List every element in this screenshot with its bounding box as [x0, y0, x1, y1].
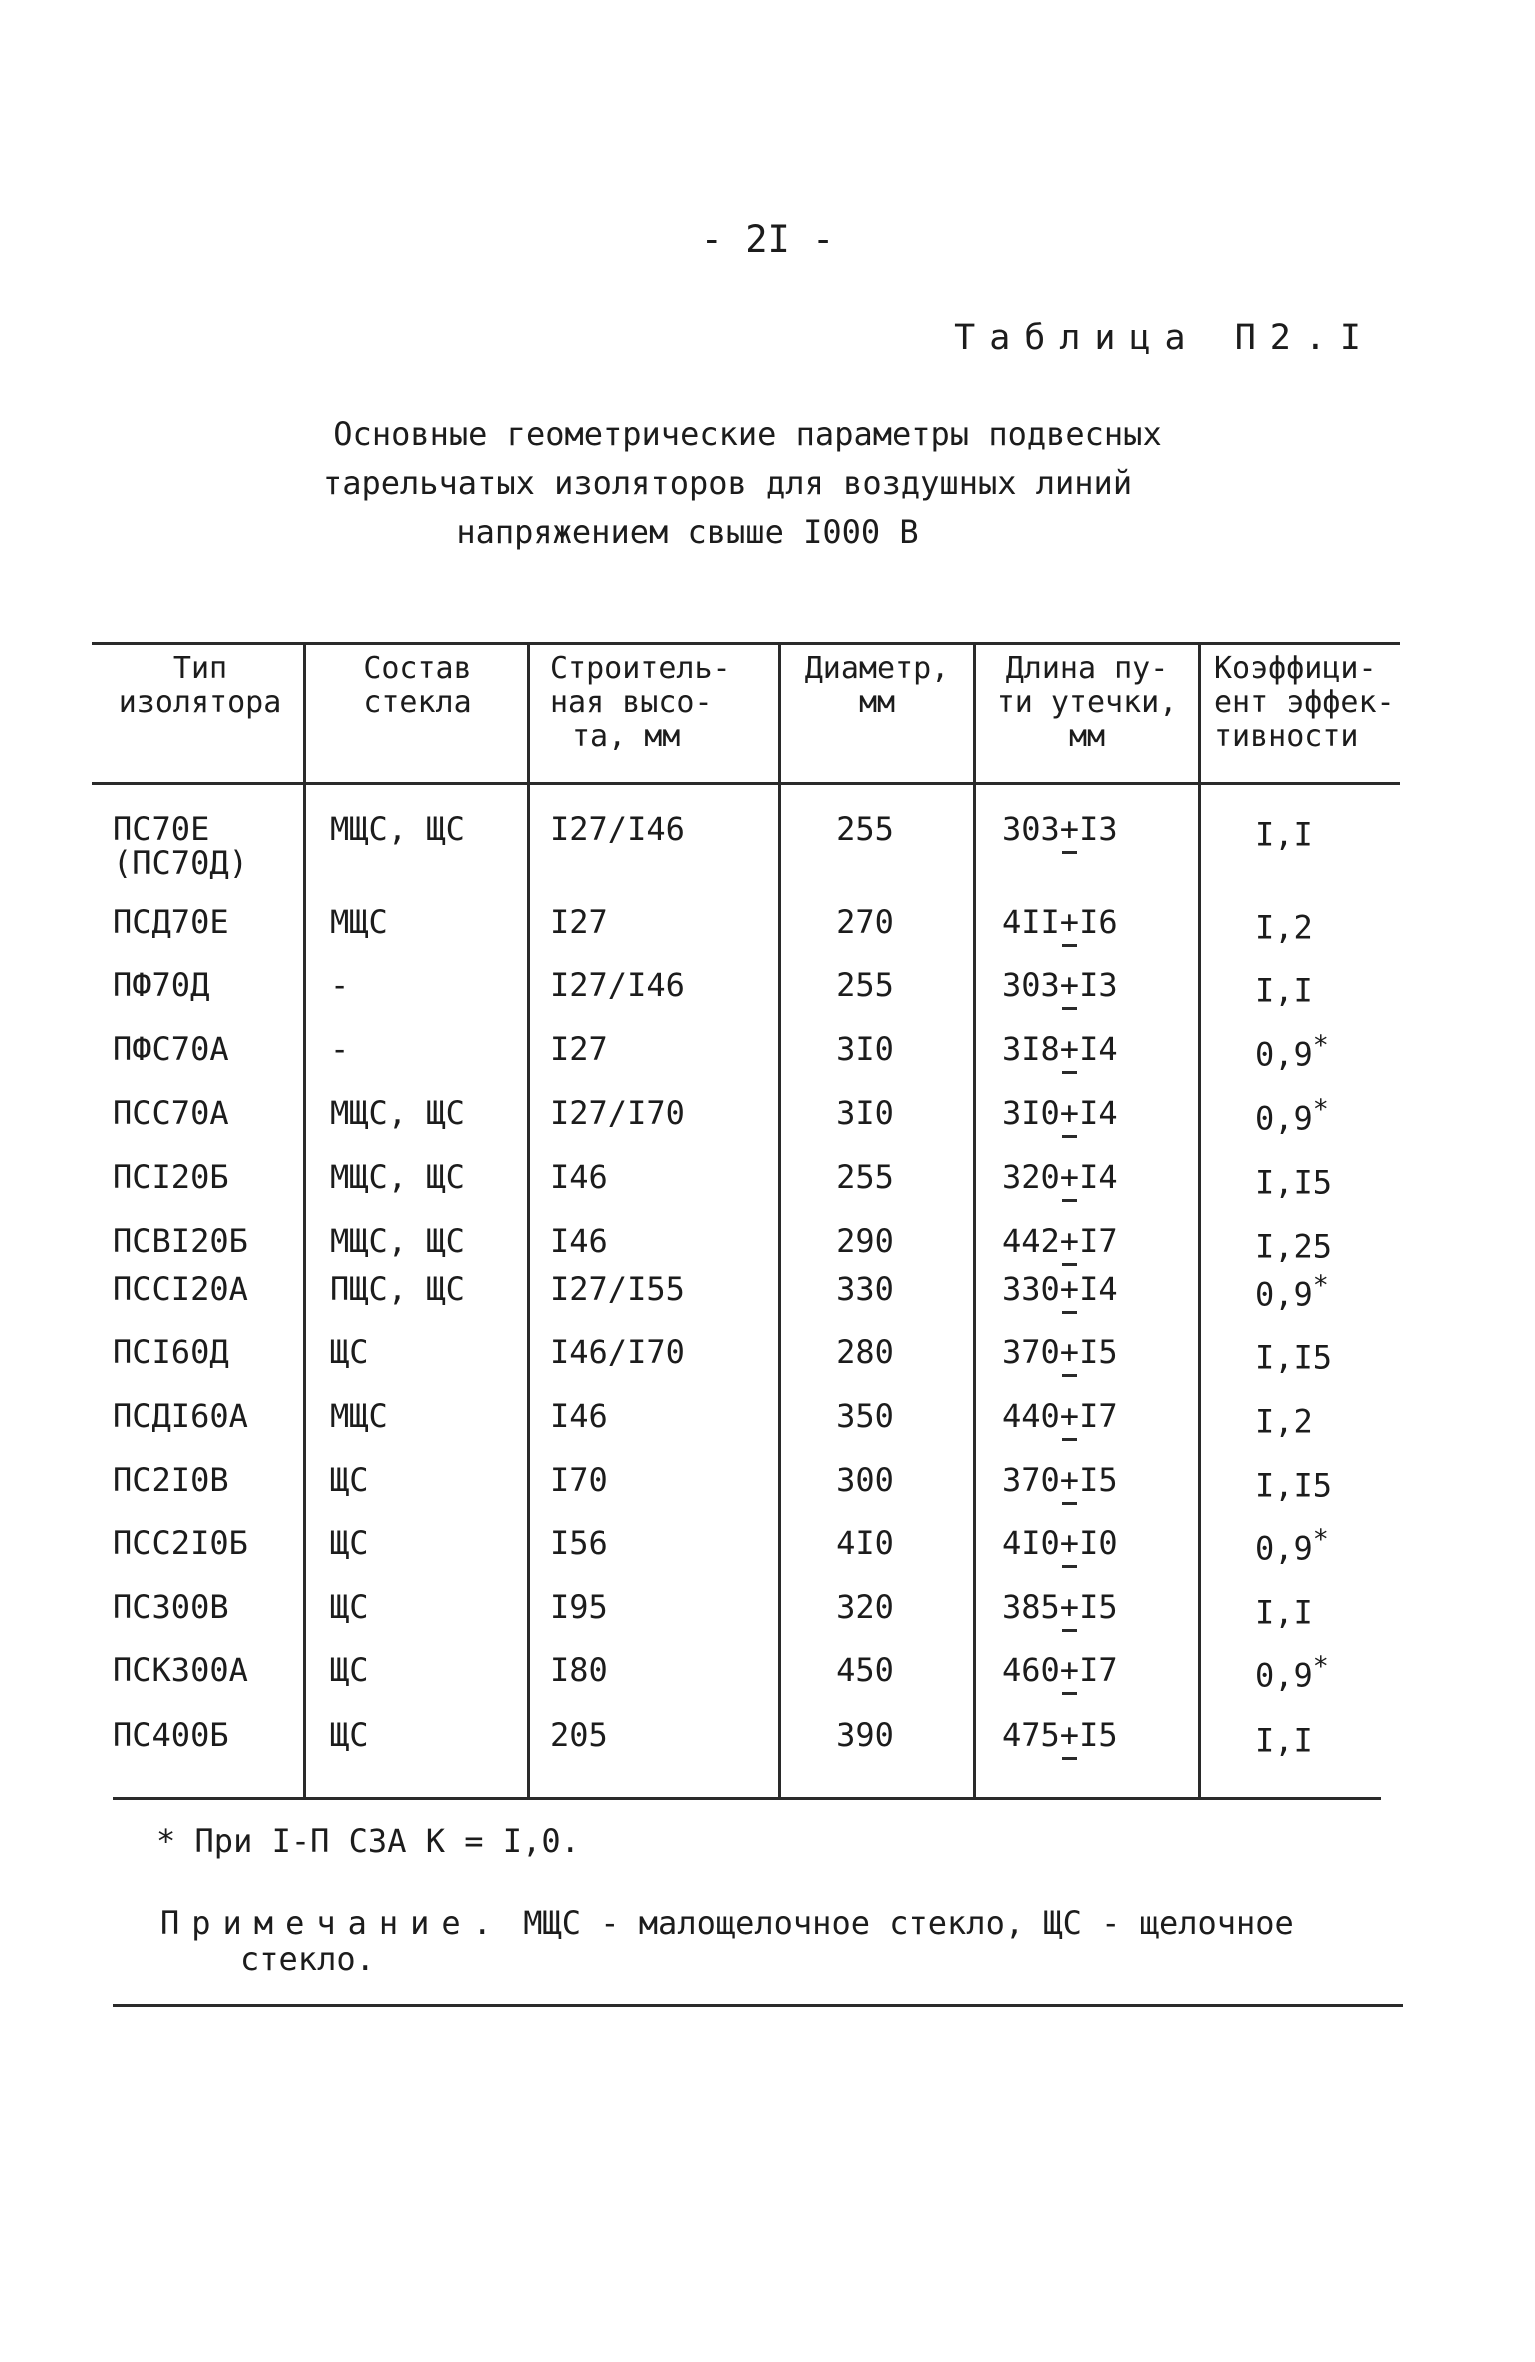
title-line: напряжением свыше I000 В: [456, 513, 919, 551]
column-divider: [1198, 642, 1201, 1798]
header-coefficient: Коэффици- ент эффек- тивности: [1214, 651, 1395, 754]
column-divider: [303, 642, 306, 1798]
note: Примечание. МЩС - малощелочное стекло, ЩС - щелочное стекло.: [160, 1904, 1294, 1978]
column-divider: [973, 642, 976, 1798]
note-rule: [113, 2004, 1403, 2007]
table-label: Таблица П2.I: [954, 318, 1375, 358]
header-glass: Состав стекла: [363, 651, 472, 720]
note-label: Примечание.: [160, 1904, 504, 1942]
header-type: Тип изолятора: [118, 651, 282, 720]
title-line: тарельчатых изоляторов для воздушных линий: [322, 464, 1133, 502]
table-top-rule: [92, 642, 1400, 645]
title-line: Основные геометрические параметры подвесных: [333, 415, 1162, 453]
header-diameter: Диаметр, мм: [804, 651, 950, 720]
column-divider: [527, 642, 530, 1798]
header-height: Строитель- ная высо- та, мм: [550, 651, 731, 754]
header-leakage: Длина пу- ти утечки, мм: [996, 651, 1178, 754]
header-rule: [92, 782, 1400, 785]
footnote: * При I-П СЗА К = I,0.: [156, 1822, 580, 1860]
page-number: - 2I -: [700, 218, 835, 261]
table-title: [0, 410, 1535, 557]
